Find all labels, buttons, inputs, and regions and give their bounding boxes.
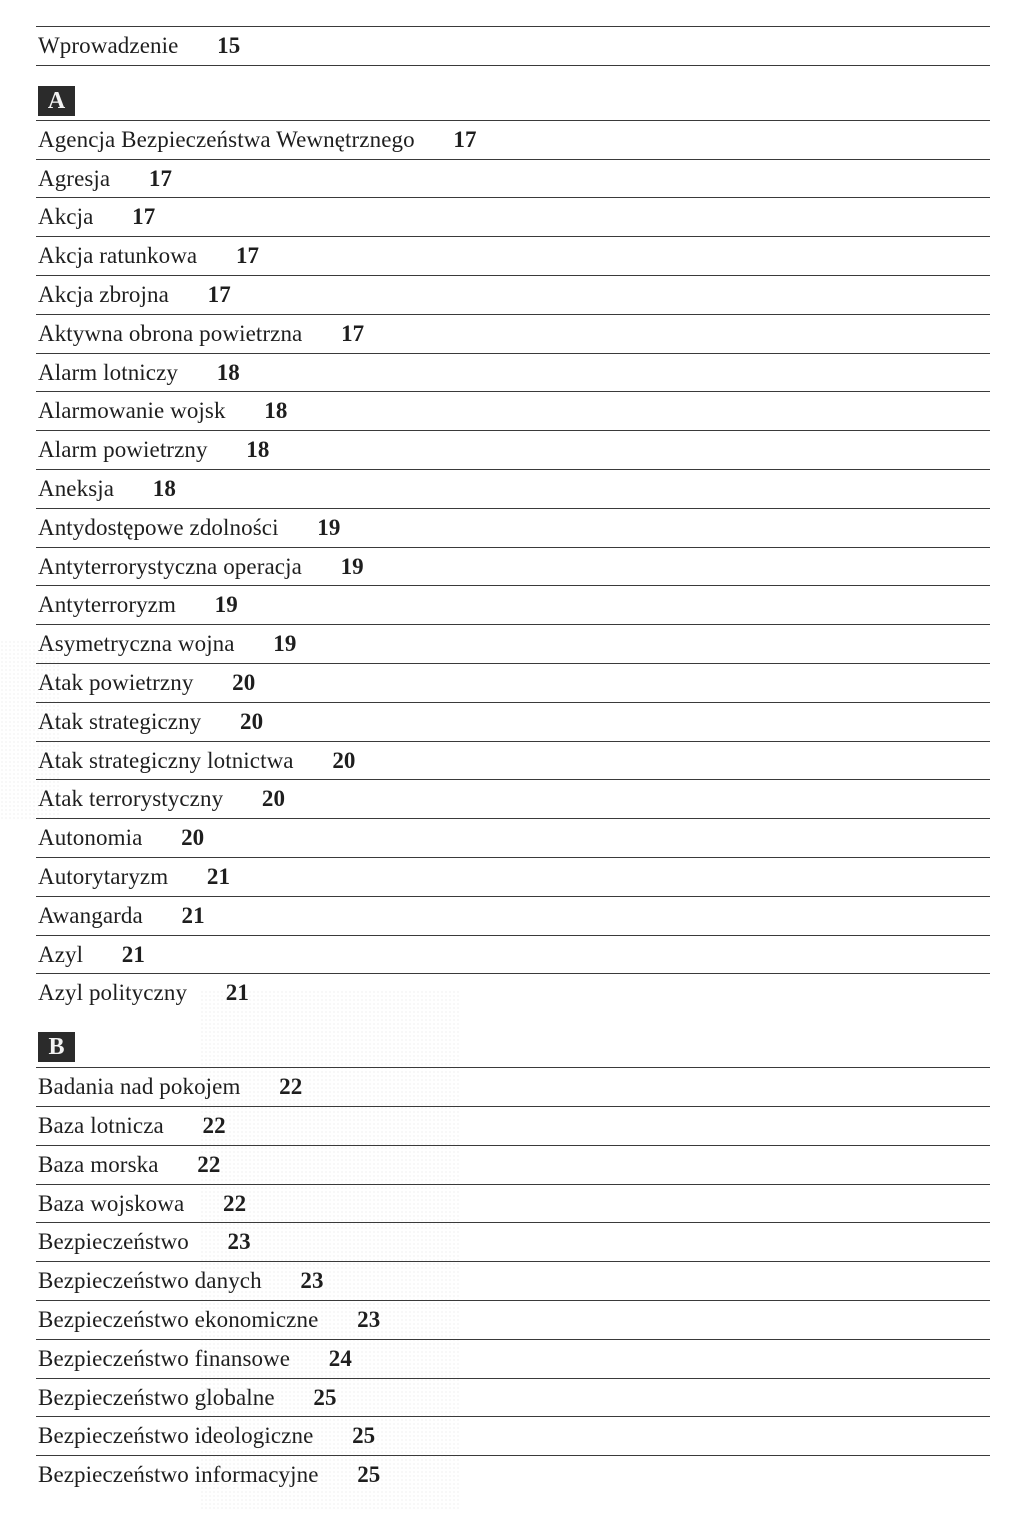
page-number: 17 <box>235 243 260 269</box>
page-number: 20 <box>261 786 286 812</box>
page-number: 18 <box>216 359 240 385</box>
index-entry[interactable] <box>36 547 990 586</box>
page-number: 19 <box>317 514 341 540</box>
index-term: Baza lotnicza 22 <box>38 1112 226 1138</box>
index-entry[interactable] <box>36 818 990 857</box>
index-page <box>36 26 990 1494</box>
page-number: 18 <box>264 398 288 424</box>
index-term: Bezpieczeństwo danych 23 <box>38 1268 324 1294</box>
index-entry[interactable] <box>36 275 990 314</box>
index-entry[interactable] <box>36 973 990 1012</box>
index-term: Antyterrorystyczna operacja 19 <box>38 553 364 579</box>
index-term: Bezpieczeństwo globalne 25 <box>38 1384 337 1410</box>
section-b-list <box>36 1067 990 1494</box>
index-term: Autorytaryzm 21 <box>38 863 231 889</box>
index-entry[interactable] <box>36 236 990 275</box>
index-term: Atak strategiczny 20 <box>38 708 264 734</box>
index-entry[interactable] <box>36 896 990 935</box>
page-number: 23 <box>300 1268 324 1294</box>
page-number: 18 <box>246 437 270 463</box>
section-header-b <box>36 1012 990 1067</box>
index-entry[interactable] <box>36 1184 990 1223</box>
page-number: 25 <box>313 1384 337 1410</box>
index-term: Wprowadzenie 15 <box>38 33 241 58</box>
index-entry[interactable] <box>36 1145 990 1184</box>
index-entry[interactable] <box>36 624 990 663</box>
index-entry[interactable] <box>36 779 990 818</box>
index-entry[interactable] <box>36 663 990 702</box>
index-term: Bezpieczeństwo 23 <box>38 1229 251 1255</box>
section-letter: A <box>38 86 75 116</box>
index-term: Azyl polityczny 21 <box>38 980 249 1006</box>
index-entry[interactable] <box>36 314 990 353</box>
index-entry[interactable] <box>36 585 990 624</box>
index-term: Atak strategiczny lotnictwa 20 <box>38 747 356 773</box>
index-entry[interactable] <box>36 391 990 430</box>
index-entry[interactable] <box>36 1378 990 1417</box>
page-number: 25 <box>352 1423 376 1449</box>
index-entry[interactable] <box>36 1455 990 1494</box>
index-term: Aneksja 18 <box>38 475 176 501</box>
index-entry[interactable] <box>36 430 990 469</box>
index-term: Atak terrorystyczny 20 <box>38 786 286 812</box>
index-term: Alarmowanie wojsk 18 <box>38 398 288 424</box>
index-entry[interactable] <box>36 508 990 547</box>
index-entry[interactable] <box>36 159 990 198</box>
page-number: 19 <box>340 553 364 579</box>
page-number: 22 <box>202 1112 226 1138</box>
index-entry[interactable] <box>36 1300 990 1339</box>
index-entry[interactable] <box>36 469 990 508</box>
index-term: Agencja Bezpieczeństwa Wewnętrznego 17 <box>38 126 477 152</box>
index-term: Alarm powietrzny 18 <box>38 437 270 463</box>
page-number: 23 <box>227 1229 251 1255</box>
index-term: Bezpieczeństwo informacyjne 25 <box>38 1462 381 1488</box>
page-number: 24 <box>328 1345 352 1371</box>
page-number: 17 <box>132 204 156 230</box>
index-entry[interactable] <box>36 1261 990 1300</box>
section-header-a <box>36 65 990 120</box>
index-term: Badania nad pokojem 22 <box>38 1074 303 1100</box>
index-term: Akcja ratunkowa 17 <box>38 243 260 269</box>
page-number: 18 <box>152 475 176 501</box>
index-entry[interactable] <box>36 120 990 159</box>
index-entry[interactable] <box>36 1416 990 1455</box>
index-term: Akcja zbrojna 17 <box>38 281 231 307</box>
index-term: Antyterroryzm 19 <box>38 592 238 618</box>
page-number: 17 <box>207 281 231 307</box>
page-number: 22 <box>222 1190 247 1216</box>
index-entry[interactable] <box>36 1339 990 1378</box>
page-number: 21 <box>225 980 249 1006</box>
index-term: Baza wojskowa 22 <box>38 1190 247 1216</box>
page-number: 21 <box>181 902 205 928</box>
index-entry[interactable] <box>36 353 990 392</box>
index-entry[interactable] <box>36 702 990 741</box>
index-term: Atak powietrzny 20 <box>38 669 256 695</box>
page-number: 20 <box>239 708 264 734</box>
index-term: Aktywna obrona powietrzna 17 <box>38 320 365 346</box>
index-entry[interactable] <box>36 1106 990 1145</box>
page-number: 22 <box>197 1151 221 1177</box>
page-number: 20 <box>181 825 205 851</box>
page-number: 19 <box>214 592 238 618</box>
page-number: 25 <box>357 1462 381 1488</box>
index-term: Azyl 21 <box>38 941 145 967</box>
index-term: Awangarda 21 <box>38 902 205 928</box>
page-number: 21 <box>206 863 231 889</box>
index-term: Bezpieczeństwo finansowe 24 <box>38 1345 352 1371</box>
page-number: 20 <box>232 669 256 695</box>
page-number: 23 <box>357 1306 381 1332</box>
index-term: Autonomia 20 <box>38 825 205 851</box>
index-entry[interactable] <box>36 935 990 974</box>
section-letter: B <box>38 1032 75 1062</box>
page-number: 15 <box>217 33 241 58</box>
index-term: Baza morska 22 <box>38 1151 221 1177</box>
page-number: 20 <box>332 747 356 773</box>
index-entry[interactable] <box>36 1222 990 1261</box>
section-a-list <box>36 120 990 1012</box>
page-number: 21 <box>121 941 145 967</box>
page-number: 22 <box>279 1074 303 1100</box>
index-entry-intro[interactable] <box>36 26 990 65</box>
index-term: Antydostępowe zdolności 19 <box>38 514 341 540</box>
page-number: 17 <box>341 320 365 346</box>
index-entry[interactable] <box>36 741 990 780</box>
index-entry[interactable] <box>36 1067 990 1106</box>
index-term: Bezpieczeństwo ideologiczne 25 <box>38 1423 376 1449</box>
index-entry[interactable] <box>36 857 990 896</box>
page-number: 19 <box>273 631 297 657</box>
index-entry[interactable] <box>36 197 990 236</box>
index-term: Bezpieczeństwo ekonomiczne 23 <box>38 1306 381 1332</box>
page-number: 17 <box>148 165 173 191</box>
index-term: Asymetryczna wojna 19 <box>38 631 297 657</box>
page-number: 17 <box>453 126 477 152</box>
index-term: Alarm lotniczy 18 <box>38 359 240 385</box>
index-term: Agresja 17 <box>38 165 173 191</box>
index-term: Akcja 17 <box>38 204 156 230</box>
